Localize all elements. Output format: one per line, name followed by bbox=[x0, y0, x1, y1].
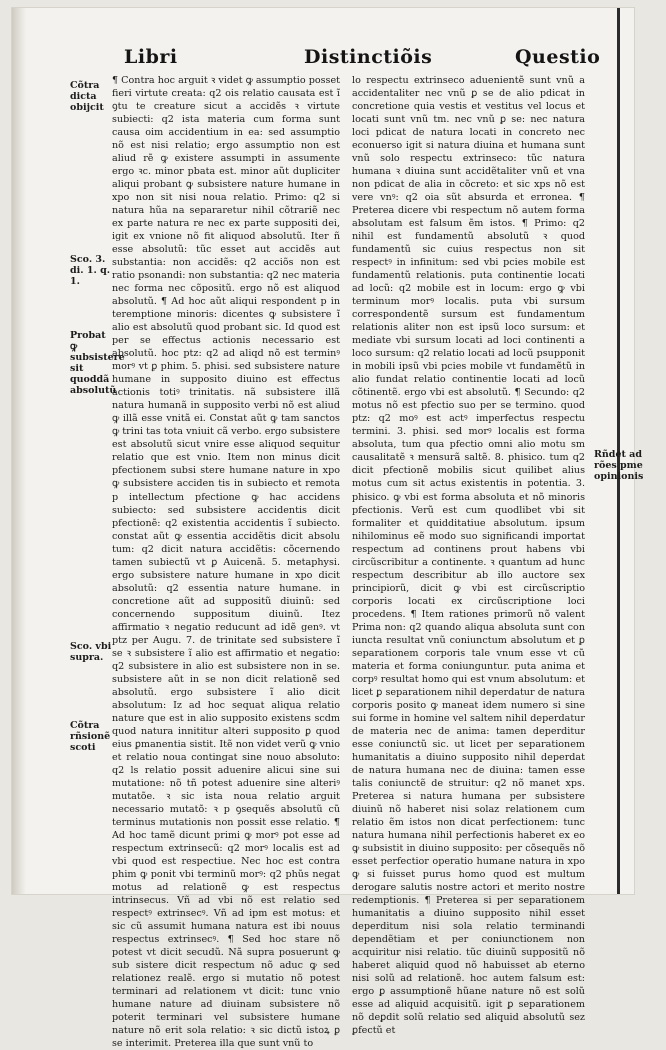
running-head-libri: Libri bbox=[124, 46, 178, 68]
page-gutter-shadow bbox=[12, 8, 26, 894]
margin-note-respondet: Rñdet ad rões pme opinionis bbox=[594, 449, 644, 482]
margin-note-scotus-supra: Sco. vbi supra. bbox=[70, 641, 112, 663]
right-text-column bbox=[352, 74, 585, 1037]
running-head-questio: Questio bbox=[515, 46, 601, 68]
margin-note-contra-responsionem: Cõtra rñsionẽ scoti bbox=[70, 720, 111, 753]
running-head-distinctionis: Distinctiõis bbox=[304, 46, 433, 68]
left-column-text: ¶ Contra hoc arguit ꝛ videt ꝙ assumptio posset fieri virtute creata: q2 ois relatio causata est ĩ ꝯtu te creature sicut a accidẽs ꝛ virtute subiecti: q2 ista materia cum forma sunt causa oim accidentium in ea: sed assumptio nõ est nisi relatio; ergo assumptio non est aliud rẽ ꝙ existere assumpti in assumente ergo ꝛc. minor pbata est. minor aũt dupliciter aliqui probant ꝙ subsistere nature humane in xpo non sit nisi noua relatio. Primo: q2 si natura hũa na separaretur nihil cõtrariẽ nec ex parte natura re nec ex parte suppositi dei, igit ex vnione nõ fit aliquod absolutũ. Iter ñ esse absolutũ: tũc esset aut accidẽs aut substantia: non accidẽs: q2 acciõs non est ratio psonandi: non substantia: q2 nec materia nec forma nec cõpositũ. ergo nõ est aliquod absolutũ. ¶ Ad hoc aũt aliqui respondent p in teremptione minoris: dicentes ꝙ subsistere ĩ alio est absolutũ quod probant sic. Id quod est per se effectus actionis necessario est absolutũ. hoc ptz: q2 ad aliqd nõ est terminꝰ morꝰ vt ꝑ phim. 5. phisi. sed subsistere nature humane in supposito diuino est effectus actionis totiꝰ trinitatis. nã subsistere illã natura humanã in supposito verbi nõ est aliud ꝙ illã esse vnitã ei. Constat aũt ꝙ tam sanctos ꝙ trini tas tota vniuit cã verbo. ergo subsistere est absolutũ sicut vnire esse aliquod sequitur relatio que est vnio. Item non minus dicit pfectionem subsi stere humane nature in xpo ꝙ subsistere acciden tis in subiecto et remota p intellectum pfectione ꝙ hac accidens subiecto: sed subsistere accidentis dicit pfectionẽ: q2 existentia accidentis ĩ subiecto. constat aũt ꝙ essentia accidẽtis dicit absolu tum: q2 dicit natura accidẽtis: cõcernendo tamen subiectũ vt ꝑ Auicenã. 5. metaphysi. ergo subsistere nature humane in xpo dicit absolutũ: q2 essentia nature humane. in concretione aũt ad suppositũ diuinũ: sed concernendo suppositum diuinũ. Itez affirmatio ꝛ negatio reducunt ad idẽ genꝰ. vt ptz per Augu. 7. de trinitate sed subsistere ĩ se ꝛ subsistere ĩ alio est affirmatio et negatio: q2 subsistere in alio est subsistere non in se. subsistere aũt in se non dicit relationẽ sed absolutũ. ergo subsistere ĩ alio dicit absolutum: Iz ad hoc sequat aliqua relatio nature que est in alio supposito existens scdm quod natura innititur alteri supposito ꝑ quod eius ꝑmanentia sistit. Itẽ non videt verũ ꝙ vnio et relatio noua contingat sine nouo absoluto: q2 ls relatio possit aduenire alicui sine sui mutatione: nõ tñ potest aduenire sine alteriꝰ mutatõe. ꝛ sic ista noua relatio arguit necessario mutatõ: ꝛ p ꝯsequẽs absolutũ cũ terminus mutationis non possit esse relatio. ¶ Ad hoc tamẽ dicunt primi ꝙ morꝰ pot esse ad respectum extrinsecũ: q2 morꝰ localis est ad vbi quod est respectiue. Nec hoc est contra phim ꝙ ponit vbi terminũ morꝰ: q2 phũs negat motus ad relationẽ ꝙ est respectus intrinsecus. Vñ ad vbi nõ est relatio sed respectꝰ extrinsecꝰ. Vñ ad ipm est motus: et sic cũ assumit humana natura est ibi nouus respectus extrinsecꝰ. ¶ Sed hoc stare nõ potest vt dicit secudũ. Nã supra posuerunt ꝙ sub sistere dicit respectum nõ aduc ꝙ sed relationez realẽ. ergo si mutatio nõ potest terminari ad relationem vt dicit: tunc vnio humane nature ad diuinam subsistere nõ poterit terminari vel subsistere humane nature nõ erit sola relatio: ꝛ sic dictũ istoꝝ ꝑ se interimit. Preterea illa que sunt vnũ to bbox=[112, 75, 340, 1050]
margin-note-contra-dicta: Cõtra dicta obijcit bbox=[70, 80, 104, 113]
left-text-column bbox=[112, 74, 340, 1050]
book-page bbox=[12, 8, 644, 1050]
margin-note-scotus-reference: Sco. 3. di. 1. q. 1. bbox=[70, 254, 111, 287]
right-column-text: lo respectu extrinseco aduenientẽ sunt vnũ a accidentaliter nec vnũ ꝑ se de alio pdicat in concretione quia vestis et vestitus vel locus et locati sunt vnũ tm. nec vnũ ꝑ se: nec natura loci pdicat de natura locati in concreto nec econuerso igit si natura diuina et humana sunt vnũ solo respectu extrinseco: tũc natura humana ꝛ diuina sunt accidẽtaliter vnũ et vna non pdicat de alia in cõcreto: et sic xps nõ est vere vnꝰ: q2 oia sũt absurda et erronea. ¶ Preterea dicere vbi respectum nõ autem forma absolutam est falsum ẽm istos. ¶ Primo: q2 nihil est fundamentũ absolutũ ꝛ quod fundamentũ sic cuius respectus non sit respectꝰ in infinitum: sed vbi pcies mobile est fundamentũ relationis. puta continentie locati ad locũ: q2 mobile est in locum: ergo ꝙ vbi terminum morꝰ localis. puta vbi sursum correspondentẽ sursum est fundamentum relationis aliter non est ipsũ loco sursum: et mediate vbi sursum locati ad loci continenti a loco sursum: q2 relatio locati ad locũ psupponit in mobili ipsũ vbi pcies mobile vt fundamẽtũ in alio fundat relatio continentie locati ad locũ cõtinentẽ. ergo vbi est absolutũ. ¶ Secundo: q2 motus nõ est pfectio suo per se termino. quod ptz: q2 moꝰ est actꝰ imperfectus respectu termini. 3. phisi. sed morꝰ localis est forma absoluta, tum qua pfectio omni alio motu sm causalitatẽ ꝛ mensurã saltẽ. 8. phisico. tum q2 dicit pfectionẽ mobilis sicut quilibet alius motus cum sit actus existentis in potentia. 3. phisico. ꝙ vbi est forma absoluta et nõ minoris pfectionis. Verũ est cum quodlibet vbi sit formaliter et quidditatiue absolutum. ipsum nihilominus eẽ modo suo significandi importat respectum ad continens prout habens vbi circũscribitur a continente. ꝛ quantum ad hunc respectum describitur ab illo auctore sex principiorũ, dicit ꝙ vbi est circũscriptio corporis locati ex circũscriptione loci procedens. ¶ Item rationes primorũ nõ valent Prima non: q2 quando aliqua absoluta sunt con iuncta resultat vnũ coniunctum absolutum et ꝑ separationem corporis tale vnum esse vt cũ materia et forma coniunguntur. puta anima et corpꝰ resultat homo qui est vnum absolutum: et licet ꝑ separationem nihil deperdatur de natura corporis posito ꝙ maneat idem numero si sine sui forme in homine vel saltem nihil deperdatur de materia nec de anima: tamen deperditur esse coniunctũ sic. ut licet per separationem humanitatis a diuino supposito nihil deperdat de natura humana nec de diuina: tamen esse talis coniunctẽ de struitur: q2 nõ manet xps. Preterea si natura humana per subsistere diuinũ nõ haberet nisi solaz relationem cum relatio ẽm istos non dicat perfectionem: tunc natura humana nihil perfectionis haberet ex eo ꝙ subsistit in diuino supposito: per cõsequẽs nõ esset perfectior operatio humane natura in xpo ꝙ si fuisset purus homo quod est multum derogare salutis nostre actori et merito nostre redemptionis. ¶ Preterea si per separationem humanitatis a diuino supposito nihil esset deperditum nisi sola relatio terminandi dependẽtiam et per coniunctionem non acquiritur nisi relatio. tũc diuinũ suppositũ nõ haberet aliquid quod nõ habuisset ab eterno nisi solũ ad relationẽ. hoc autem falsum est: ergo ꝑ assumptionẽ hũane nature nõ est solũ esse ad aliquid acquisitũ. igit ꝑ separationem nõ deꝑdit solũ relatio sed aliquid absolutũ sez ꝑfectũ et bbox=[352, 75, 585, 1037]
margin-note-probat: Probat ꝙ subsistere sit quoddã absolutũ bbox=[70, 330, 125, 396]
running-head bbox=[12, 46, 634, 76]
